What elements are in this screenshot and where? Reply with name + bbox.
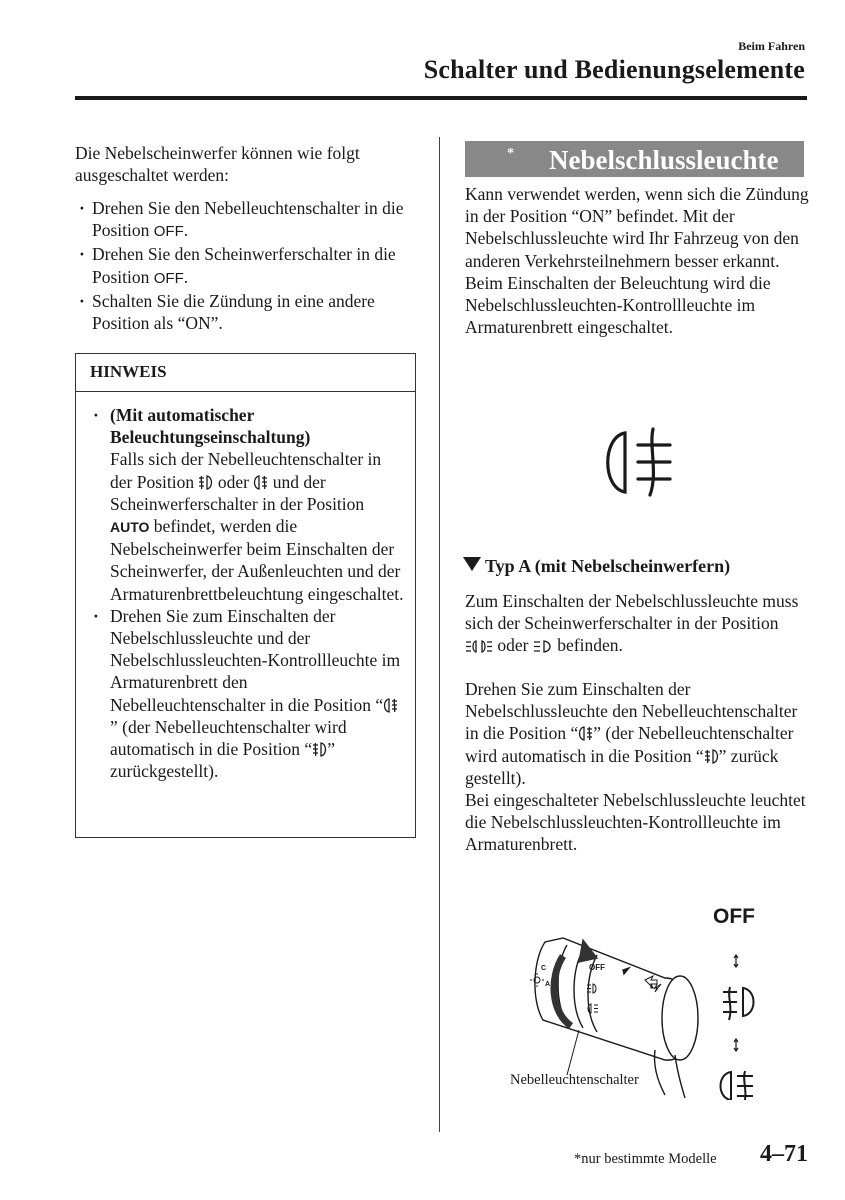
- column-divider: [439, 137, 440, 1132]
- rear-fog-operation-paragraph: Drehen Sie zum Einschalten der Nebelschlussleuchte den Nebelleuchtenschalter in die Position “ ” (der Nebelleuchtenschalter wird automatisch in die Position “ ” zurück gestellt). Bei eingeschalteter Nebelschlussleuchte leuchtet die Nebelschlussleuchten-Kontrollleuchte im Armaturenbrett.: [465, 679, 806, 855]
- intro-paragraph: Kann verwendet werden, wenn sich die Zündung in der Position “ON” befindet. Mit der Nebelschlussleuchte wird Ihr Fahrzeug von den anderen Verkehrsteilnehmern besser erkannt. Beim Einschalten der Beleuchtung wird die Nebelschlussleuchten-Kontrollleuchte im Armaturenbrett eingeschaltet.: [465, 184, 809, 338]
- stalk-a-label: A: [545, 981, 551, 988]
- note-heading: HINWEIS: [90, 362, 167, 381]
- rear-fog-icon: [578, 725, 593, 742]
- note-box: [75, 353, 416, 838]
- front-fog-icon: [198, 474, 213, 491]
- note-header: [76, 354, 415, 392]
- page-title: Schalter und Bedienungselemente: [423, 55, 805, 84]
- section-heading-bar: [465, 141, 804, 177]
- typ-a-heading: Typ A (mit Nebelscheinwerfern): [463, 556, 730, 577]
- front-fog-icon: [704, 748, 719, 765]
- rear-fog-indicator-icon: [598, 425, 678, 500]
- stalk-off-label: OFF: [589, 963, 605, 972]
- rear-fog-icon: [383, 697, 398, 714]
- left-intro-paragraph: Die Nebelscheinwerfer können wie folgt ausgeschaltet werden:: [75, 143, 360, 186]
- off-methods-list: [75, 197, 425, 334]
- note-item-auto: · (Mit automatischer Beleuchtungseinschaltung) Falls sich der Nebelleuchtenschalter in der Position oder und der Scheinwerferschalter in der Position AUTO befindet, werden die Nebelscheinwerfer beim Einschalten der Scheinwerfer, der Außenleuchten und der Armaturenbrettbeleuchtung eingeschaltet.: [93, 404, 405, 605]
- off-code: OFF: [153, 223, 184, 241]
- low-beam-icon: [533, 639, 553, 654]
- rear-fog-icon: [253, 474, 268, 491]
- fog-switch-illustration: [505, 900, 805, 1100]
- headlight-position-paragraph: Zum Einschalten der Nebelschlussleuchte muss sich der Scheinwerferschalter in der Position oder befinden.: [465, 591, 799, 656]
- front-fog-icon: [312, 741, 327, 758]
- note-item-title: (Mit automatischer Beleuchtungseinschaltung): [110, 405, 311, 448]
- illustration-off-label: OFF: [713, 905, 755, 928]
- auto-code: AUTO: [110, 519, 150, 536]
- stalk-c-label: C: [541, 965, 547, 972]
- running-section-label: Beim Fahren: [738, 39, 805, 53]
- section-heading: Nebelschlussleuchte *: [507, 145, 779, 175]
- illustration-caption: Nebelleuchtenschalter: [510, 1072, 639, 1088]
- off-code: OFF: [153, 269, 184, 287]
- page-number: 4–71: [760, 1141, 808, 1167]
- triangle-marker-icon: [463, 557, 481, 571]
- parking-light-icon: [465, 639, 493, 654]
- footnote: *nur bestimmte Modelle: [574, 1151, 717, 1167]
- list-item: · Drehen Sie den Nebelleuchtenschalter in die Position OFF.: [75, 197, 425, 243]
- note-body: [93, 404, 405, 782]
- list-item: · Drehen Sie den Scheinwerferschalter in die Position OFF.: [75, 243, 425, 289]
- list-item: · Schalten Sie die Zündung in eine andere Position als “ON”.: [75, 290, 425, 334]
- footnote-star: *: [507, 146, 514, 161]
- title-rule: [75, 96, 807, 100]
- note-item-rear-fog: · Drehen Sie zum Einschalten der Nebelschlussleuchte und der Nebelschlussleuchten-Kontrollleuchte im Armaturenbrett den Nebelleuchtenschalter in die Position “” (der Nebelleuchtenschalter wird automatisch in die Position “ ” zurückgestellt).: [93, 605, 405, 783]
